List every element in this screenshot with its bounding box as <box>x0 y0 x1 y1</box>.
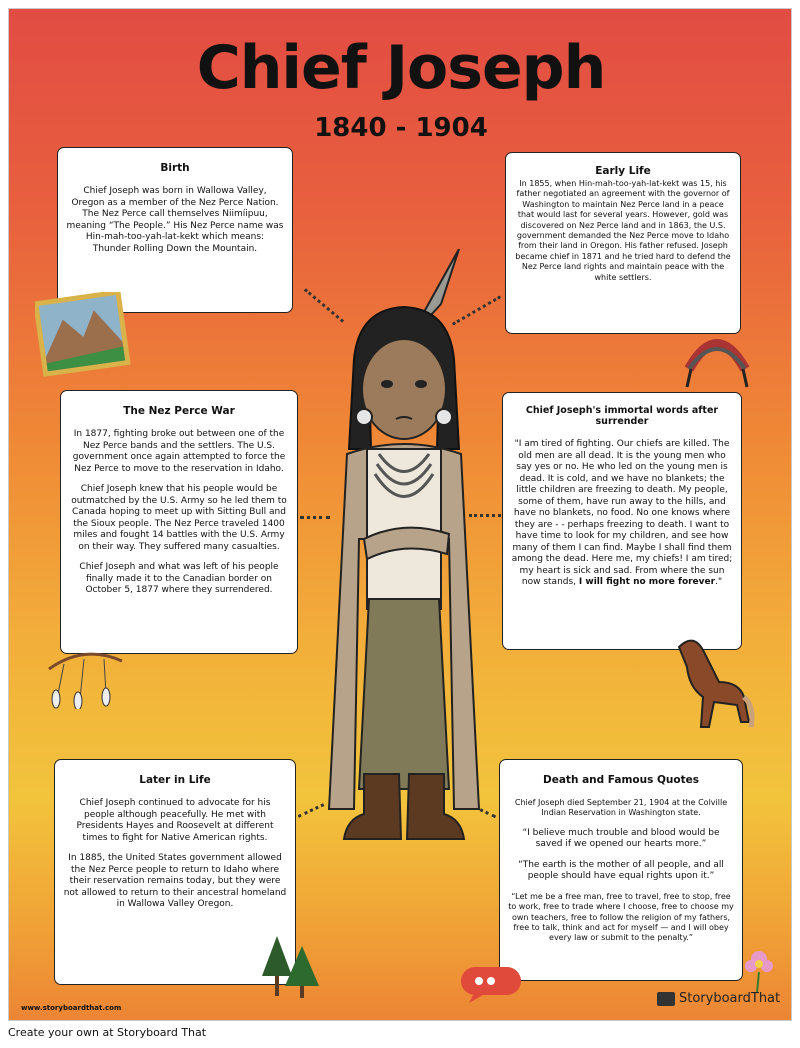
flower-icon <box>739 944 779 994</box>
birth-card <box>57 147 293 313</box>
later-life-heading: Later in Life <box>139 774 211 786</box>
birth-text: Chief Joseph was born in Wallowa Valley, Oregon as a member of the Nez Perce Nation. The Nez Perce call themselves Niimíipuu, meaning “The People.” His Nez Perce name was Hin-mah-too-yah-lat-kekt which means: Thunder Rolling Down the Mountain. <box>66 186 284 254</box>
brand-logo <box>657 991 780 1006</box>
surrender-closing-end: ." <box>715 577 723 588</box>
brand-name: StoryboardThat <box>679 991 781 1006</box>
later-life-text-2: In 1885, the United States government allowed the Nez Perce people to return to Idaho where their reservation remains today, but they were not allowed to return to their ancestral homeland in Wallowa Valley Oregon. <box>63 853 287 910</box>
death-quote-2: “The earth is the mother of all people, and all people should have equal rights upon it.” <box>518 859 724 882</box>
pine-trees-icon <box>257 931 323 1001</box>
speech-bubble-icon <box>459 965 523 1005</box>
war-heading: The Nez Perce War <box>123 405 235 417</box>
surrender-card <box>502 392 742 650</box>
birth-heading: Birth <box>160 162 190 174</box>
surrender-quote <box>511 439 733 589</box>
death-heading: Death and Famous Quotes <box>543 774 699 786</box>
footer-caption[interactable]: Create your own at Storyboard That <box>8 1026 207 1039</box>
war-text-3: Chief Joseph and what was left of his people finally made it to the Canadian border on October 5, 1877 where they surrendered. <box>79 562 279 596</box>
surrender-heading: Chief Joseph's immortal words after surrender <box>525 405 719 427</box>
early-life-card <box>505 152 741 334</box>
page-title: Chief Joseph <box>196 33 606 103</box>
landscape-picture-icon <box>35 292 131 378</box>
page-years: 1840 - 1904 <box>314 113 488 143</box>
later-life-text-1: Chief Joseph continued to advocate for his people although peacefully. He met with Presidents Hayes and Roosevelt at different times to fight for Native American rights. <box>76 798 274 843</box>
headdress-icon <box>679 319 755 389</box>
footer-url: www.storyboardthat.com <box>21 1004 122 1012</box>
chief-joseph-figure <box>309 249 499 849</box>
death-quote-1: “I believe much trouble and blood would be saved if we opened our hearts more.” <box>522 827 720 850</box>
horse-icon <box>659 627 759 737</box>
war-text-1: In 1877, fighting broke out between one of the Nez Perce bands and the settlers. The U.S. government once again attempted to force the Nez Perce to move to the reservation in Idaho. <box>72 429 286 474</box>
surrender-closing-bold: I will fight no more forever <box>578 577 716 588</box>
storyboard-logo-icon <box>657 992 675 1006</box>
surrender-quote-text: "I am tired of fighting. Our chiefs are killed. The old men are all dead. It is the young men who say yes or no. He who led on the young men is dead. It is cold, and we have no blankets; the little children are freezing to death. My people, some of them, have run away to the hills, and have no blankets, no food. No one knows where they are - - perhaps freezing to death. I want to have time to look for my children, and see how many of them I can find. Maybe I shall find them among the dead. Here me, my chiefs! I am tired; my heart is sick and sad. From where the sun now stands, <box>511 439 733 588</box>
dreamcatcher-icon <box>44 639 124 709</box>
war-card <box>60 390 298 654</box>
death-card <box>499 759 743 981</box>
early-life-text: In 1855, when Hin-mah-too-yah-lat-kekt was 15, his father negotiated an agreement with the governor of Washington to maintain Nez Perce land in a peace that would last for several years. However, gold was discovered on Nez Perce land and in 1863, the U.S. government demanded the Nez Perce move to Idaho from their land in Oregon. His father refused. Joseph became chief in 1871 and he tried hard to defend the Nez Perce land rights and maintain peace with the white settlers. <box>515 179 731 282</box>
death-text: Chief Joseph died September 21, 1904 at the Colville Indian Reservation in Washington state. <box>514 798 728 818</box>
early-life-heading: Early Life <box>595 165 651 177</box>
death-quote-3: “Let me be a free man, free to travel, free to stop, free to work, free to trade where I choose, free to choose my own teachers, free to follow the religion of my fathers, free to talk, think and act for myself — and I will obey every law or submit to the penalty.” <box>508 891 734 943</box>
war-text-2: Chief Joseph knew that his people would be outmatched by the U.S. Army so he led them to Canada hoping to meet up with Sitting Bull and the Sioux people. The Nez Perce traveled 1400 miles and fought 14 battles with the U.S. Army on their way. They suffered many casualties. <box>71 484 287 552</box>
poster <box>8 8 792 1021</box>
